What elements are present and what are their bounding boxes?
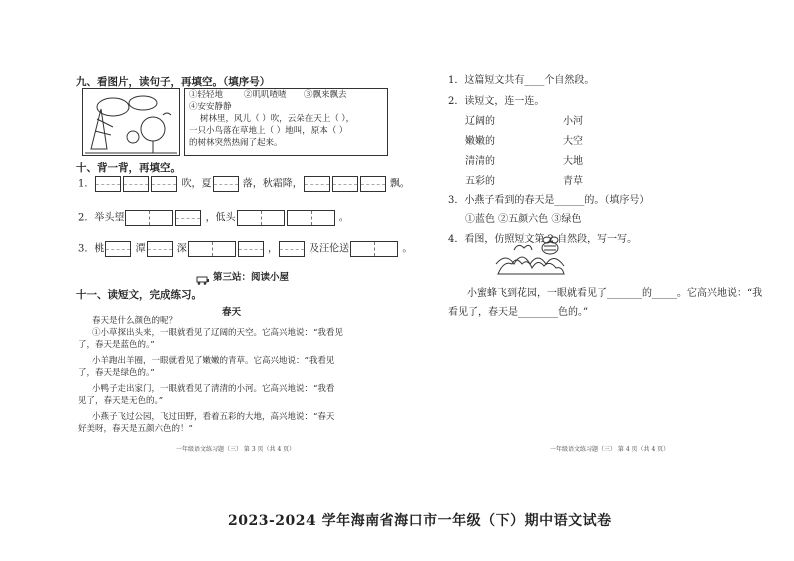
story-paragraph-3a: 小鸭子走出家门，一眼就看见了清清的小河。它高兴地说：“我看: [92, 384, 335, 394]
q9-option-2: ②叽叽喳喳: [244, 90, 287, 100]
page-title: 2023-2024 学年海南省海口市一年级（下）期中语文试卷: [228, 513, 612, 529]
story-paragraph-1b: 了，春天是蓝色的。”: [78, 340, 155, 350]
bee-flowers-illustration: [492, 236, 572, 276]
q3: 3．小燕子看到的春天是______的。（填序号）: [448, 195, 650, 206]
match-right-2: 大空: [563, 136, 583, 147]
q9-sentence-3: 的树林突然热闹了起来。: [189, 138, 283, 148]
station-heading: 第三站：阅读小屋: [213, 272, 290, 283]
match-right-1: 小河: [563, 116, 583, 127]
story-paragraph-3b: 见了，春天是无色的。”: [78, 396, 164, 406]
q4-line-1: 小蜜蜂飞到花园，一眼就看见了_______的_____。它高兴地说：“我: [467, 288, 763, 299]
story-paragraph-2a: 小羊跑出羊圈，一眼就看见了嫩嫩的青草。它高兴地说：“我看见: [92, 356, 335, 366]
q9-title: 九、看图片，读句子，再填空。（填序号）: [76, 76, 271, 88]
q9-sentence-2: 一只小鸟落在草地上（ ）地叫，原本（ ）: [189, 126, 348, 136]
match-left-2: 嫩嫩的: [465, 136, 495, 147]
q10-title: 十、背一背，再填空。: [76, 162, 181, 174]
train-icon: [196, 270, 210, 280]
q10-line-1: 1． 吹，夏 落，秋霜降， 飘。: [78, 176, 410, 192]
q9-option-1: ①轻轻地: [189, 90, 224, 100]
q2: 2．读短文，连一连。: [448, 96, 545, 107]
match-left-3: 清清的: [465, 156, 495, 167]
story-paragraph-2b: 了，春天是绿色的。”: [78, 368, 155, 378]
story-paragraph-1a: ①小草探出头来，一眼就看见了辽阔的天空。它高兴地说：“我看见: [92, 328, 343, 338]
right-page-footer: 一年级语文练习题（三） 第 4 页（共 4 页）: [550, 446, 670, 453]
story-paragraph-4a: 小燕子飞过公园，飞过田野，看着五彩的大地，高兴地说：“春天: [92, 412, 335, 422]
story-title: 春天: [222, 307, 242, 318]
q9-option-3: ③飘来飘去: [304, 90, 347, 100]
q11-title: 十一、读短文，完成练习。: [76, 289, 202, 301]
match-right-4: 青草: [563, 176, 583, 187]
q10-line-2: 2．举头望 ，低头 。: [78, 210, 349, 226]
q1: 1．这篇短文共有____个自然段。: [448, 75, 595, 86]
story-paragraph-0: 春天是什么颜色的呢？: [92, 316, 178, 326]
match-left-4: 五彩的: [465, 176, 495, 187]
story-paragraph-4b: 好美呀，春天是五颜六色的！”: [78, 424, 193, 434]
match-left-1: 辽阔的: [465, 116, 495, 127]
left-page-footer: 一年级语文练习题（三） 第 3 页（共 4 页）: [176, 446, 296, 453]
q9-sentence-1: 树林里，风儿（ ）吹，云朵在天上（ ），: [200, 114, 355, 124]
q10-line-3: 3．桃 潭 深 ， 及汪伦送 。: [78, 241, 412, 257]
match-right-3: 大地: [563, 156, 583, 167]
tree-scene-illustration: [82, 88, 180, 156]
q4: 4．看图，仿照短文第 2 自然段，写一写。: [448, 234, 638, 245]
q9-option-4: ④安安静静: [189, 102, 232, 112]
q4-line-2: 看见了，春天是________色的。”: [448, 307, 589, 318]
q3-options: ①蓝色 ②五颜六色 ③绿色: [465, 214, 582, 225]
